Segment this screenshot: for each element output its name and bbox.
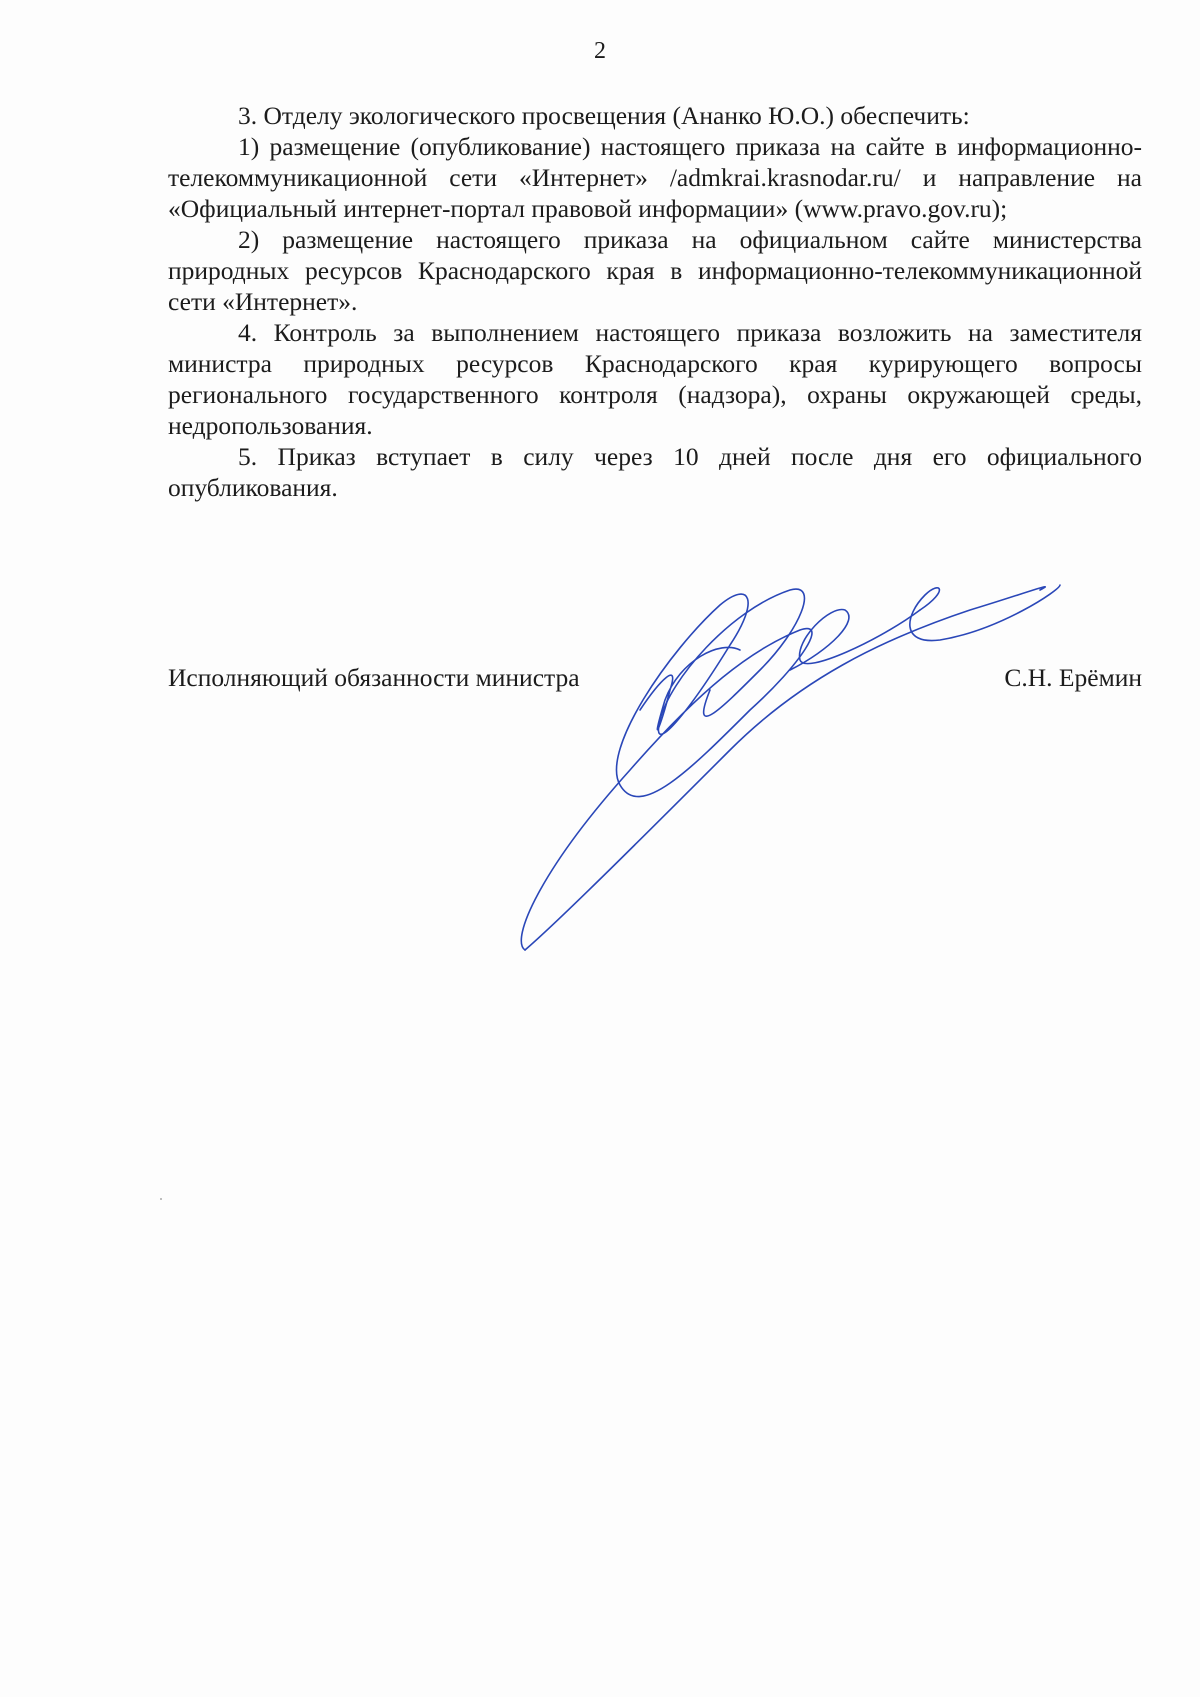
paragraph-4: 4. Контроль за выполнением настоящего приказа возложить на заместителя министра природных ресурсов Краснодарского края курирующего вопросы регионального государственного контроля (надзора), охраны окружающей среды, недропользования.: [168, 318, 1142, 440]
signatory-title: Исполняющий обязанности министра: [168, 663, 580, 692]
document-body: [168, 100, 1142, 503]
handwritten-signature-icon: [500, 570, 1140, 960]
paragraph-5: 5. Приказ вступает в силу через 10 дней после дня его официального опубликования.: [168, 442, 1142, 502]
page-number: 2: [594, 38, 606, 64]
signatory-name: С.Н. Ерёмин: [1004, 663, 1142, 692]
paragraph-3: 3. Отделу экологического просвещения (Ананко Ю.О.) обеспечить:: [238, 101, 970, 130]
paragraph-3-1: 1) размещение (опубликование) настоящего приказа на сайте в информационно-телекоммуникационной сети «Интернет» /admkrai.krasnodar.ru/ и направление на «Официальный интернет-портал правовой информации» (www.pravo.gov.ru);: [168, 132, 1142, 223]
paragraph-3-2: 2) размещение настоящего приказа на официальном сайте министерства природных ресурсов Краснодарского края в информационно-телекоммуникационной сети «Интернет».: [168, 225, 1142, 316]
scan-speck: [160, 1198, 162, 1200]
